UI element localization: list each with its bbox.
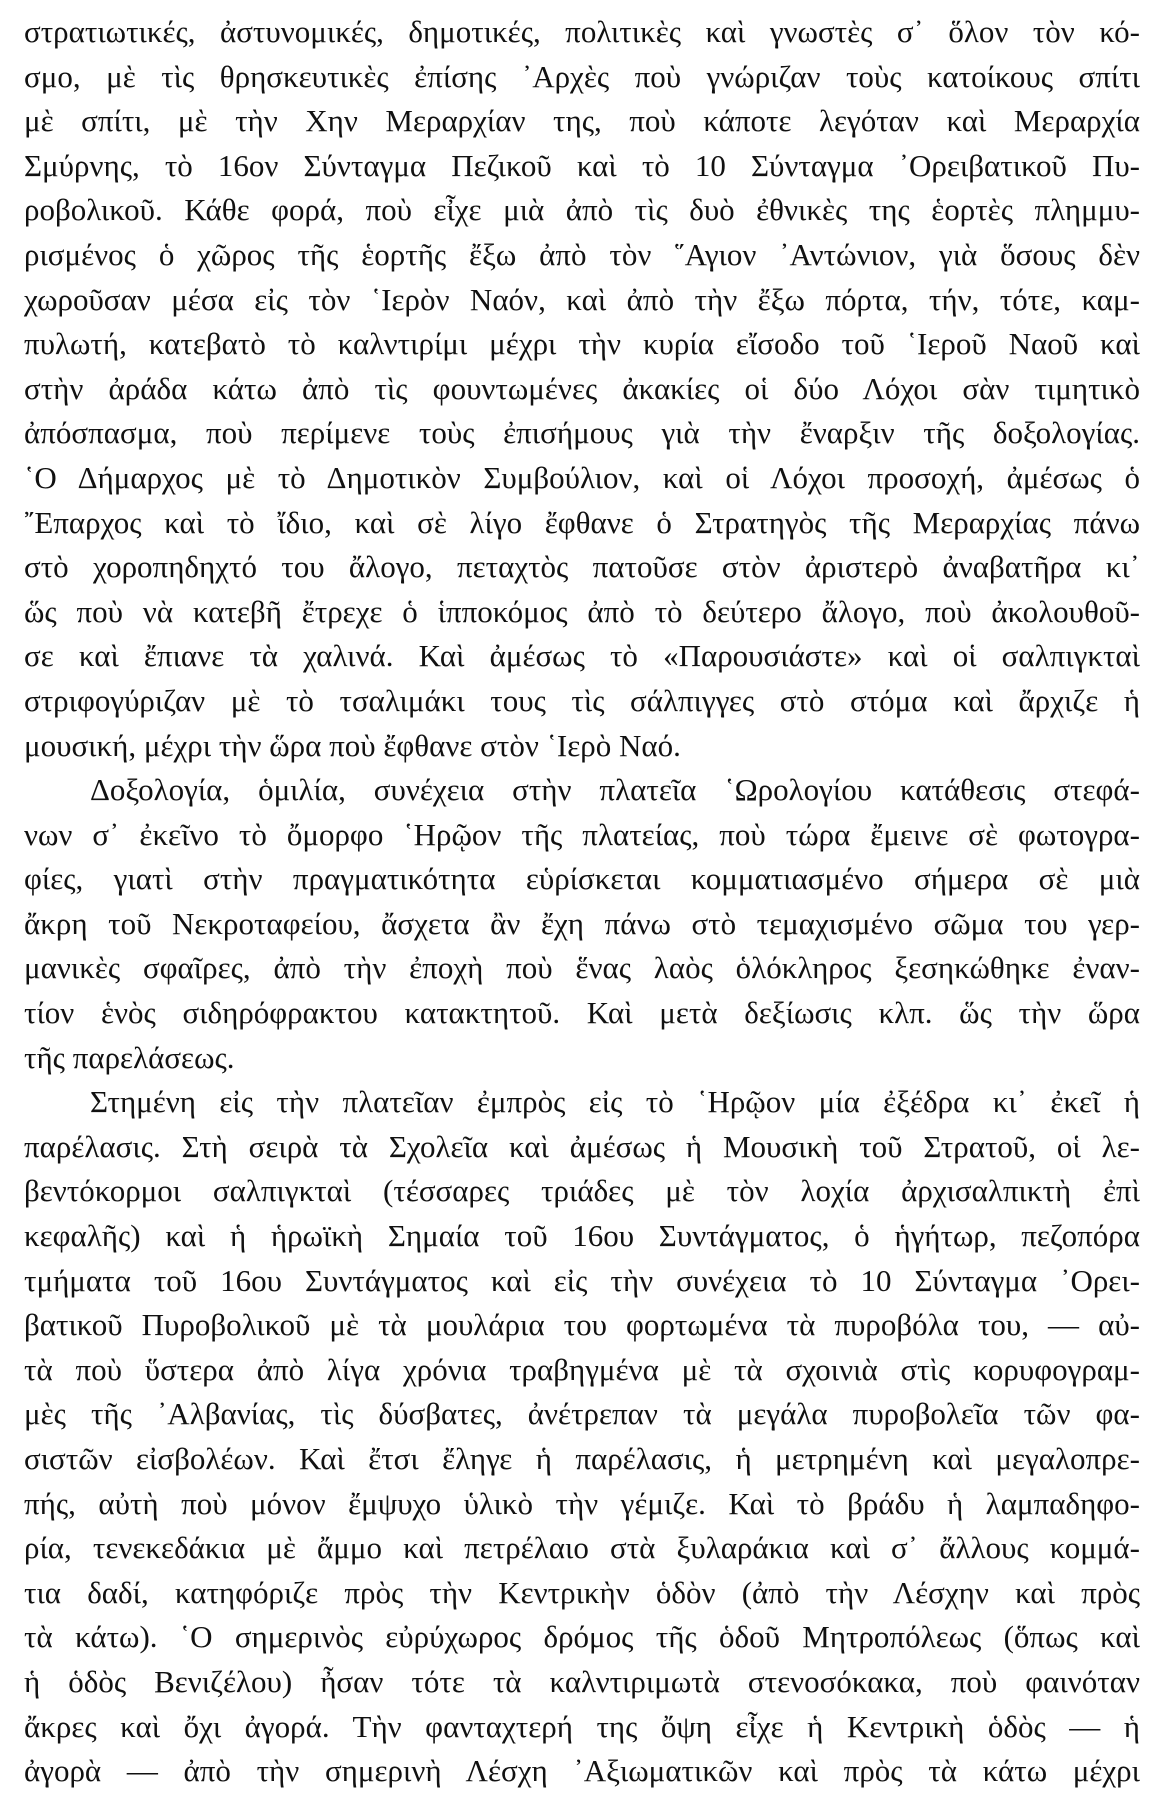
text-line: φίες, γιατὶ στὴν πραγματικότητα εὑρίσκεται κομματιασμένο σήμερα σὲ μιὰ	[24, 861, 1140, 897]
text-line: ἄκρες καὶ ὄχι ἀγορά. Τὴν φανταχτερή της ὄψη εἶχε ἡ Κεντρικὴ ὁδὸς — ἡ	[24, 1708, 1140, 1744]
text-line: τίον ἑνὸς σιδηρόφρακτου κατακτητοῦ. Καὶ μετὰ δεξίωσις κλπ. ὥς τὴν ὥρα	[24, 995, 1140, 1031]
text-line: τὰ κάτω). ῾Ο σημερινὸς εὐρύχωρος δρόμος τῆς ὁδοῦ Μητροπόλεως (ὅπως καὶ	[24, 1619, 1140, 1655]
text-line: τὰ ποὺ ὕστερα ἀπὸ λίγα χρόνια τραβηγμένα μὲ τὰ σχοινιὰ στὶς κορυφογραμ-	[24, 1351, 1140, 1387]
text-line: βατικοῦ Πυροβολικοῦ μὲ τὰ μουλάρια του φορτωμένα τὰ πυροβόλα του, — αὐ-	[24, 1307, 1140, 1343]
text-line: ρισμένος ὁ χῶρος τῆς ἑορτῆς ἔξω ἀπὸ τὸν ῞Αγιον ᾽Αντώνιον, γιὰ ὅσους δὲν	[24, 236, 1140, 272]
text-line: χωροῦσαν μέσα εἰς τὸν ῾Ιερὸν Ναόν, καὶ ἀπὸ τὴν ἔξω πόρτα, τήν, τότε, καμ-	[24, 281, 1140, 317]
text-line: τμήματα τοῦ 16ου Συντάγματος καὶ εἰς τὴν συνέχεια τὸ 10 Σύνταγμα ᾽Ορει-	[24, 1262, 1140, 1298]
text-line: παρέλασις. Στὴ σειρὰ τὰ Σχολεῖα καὶ ἀμέσως ἡ Μουσικὴ τοῦ Στρατοῦ, οἱ λε-	[24, 1128, 1140, 1164]
body-text	[24, 10, 1140, 1794]
text-line: ρία, τενεκεδάκια μὲ ἄμμο καὶ πετρέλαιο στὰ ξυλαράκια καὶ σ᾽ ἄλλους κομμά-	[24, 1530, 1140, 1566]
text-line: σιστῶν εἰσβολέων. Καὶ ἔτσι ἔληγε ἡ παρέλασις, ἡ μετρημένη καὶ μεγαλοπρε-	[24, 1441, 1140, 1476]
text-line: κεφαλῆς) καὶ ἡ ἡρωϊκὴ Σημαία τοῦ 16ου Συντάγματος, ὁ ἡγήτωρ, πεζοπόρα	[24, 1218, 1140, 1254]
text-line: ῾Ο Δήμαρχος μὲ τὸ Δημοτικὸν Συμβούλιον, καὶ οἱ Λόχοι προσοχή, ἀμέσως ὁ	[24, 459, 1140, 495]
text-line: στριφογύριζαν μὲ τὸ τσαλιμάκι τους τὶς σάλπιγγες στὸ στόμα καὶ ἄρχιζε ἡ	[24, 682, 1140, 718]
text-line: ροβολικοῦ. Κάθε φορά, ποὺ εἶχε μιὰ ἀπὸ τὶς δυὸ ἐθνικὲς της ἑορτὲς πλημμυ-	[24, 192, 1140, 228]
text-line: Σμύρνης, τὸ 16ον Σύνταγμα Πεζικοῦ καὶ τὸ 10 Σύνταγμα ᾽Ορειβατικοῦ Πυ-	[24, 147, 1140, 183]
text-line: πυλωτή, κατεβατὸ τὸ καλντιρίμι μέχρι τὴν κυρία εἴσοδο τοῦ ῾Ιεροῦ Ναοῦ καὶ	[24, 326, 1140, 362]
text-line: στρατιωτικές, ἀστυνομικές, δημοτικές, πολιτικὲς καὶ γνωστὲς σ᾽ ὅλον τὸν κό-	[24, 14, 1140, 49]
text-line: ἀγορὰ — ἀπὸ τὴν σημερινὴ Λέσχη ᾽Αξιωματικῶν καὶ πρὸς τὰ κάτω μέχρι	[24, 1753, 1140, 1789]
text-line: στὴν ἀράδα κάτω ἀπὸ τὶς φουντωμένες ἀκακίες οἱ δύο Λόχοι σὰν τιμητικὸ	[24, 370, 1140, 406]
text-line: ἡ ὁδὸς Βενιζέλου) ἦσαν τότε τὰ καλντιριμωτὰ στενοσόκακα, ποὺ φαινόταν	[24, 1663, 1140, 1699]
text-line: νων σ᾽ ἐκεῖνο τὸ ὄμορφο ῾Ηρῷον τῆς πλατείας, ποὺ τώρα ἔμεινε σὲ φωτογρα-	[24, 816, 1140, 852]
text-line: ἀπόσπασμα, ποὺ περίμενε τοὺς ἐπισήμους γιὰ τὴν ἔναρξιν τῆς δοξολογίας.	[24, 415, 1140, 451]
text-line: Στημένη εἰς τὴν πλατεῖαν ἐμπρὸς εἰς τὸ ῾Ηρῷον μία ἐξέδρα κι᾽ ἐκεῖ ἡ	[90, 1084, 1140, 1120]
text-line: τῆς παρελάσεως.	[24, 1039, 235, 1075]
text-line: μανικὲς σφαῖρες, ἀπὸ τὴν ἐποχὴ ποὺ ἕνας λαὸς ὁλόκληρος ξεσηκώθηκε ἐναν-	[24, 950, 1140, 986]
text-line: μουσική, μέχρι τὴν ὥρα ποὺ ἔφθανε στὸν ῾Ιερὸ Ναό.	[24, 727, 681, 763]
text-line: τια δαδί, κατηφόριζε πρὸς τὴν Κεντρικὴν ὁδὸν (ἀπὸ τὴν Λέσχην καὶ πρὸς	[24, 1574, 1140, 1610]
text-line: σε καὶ ἔπιανε τὰ χαλινά. Καὶ ἀμέσως τὸ «Παρουσιάστε» καὶ οἱ σαλπιγκταὶ	[24, 638, 1140, 674]
text-line: ἄκρη τοῦ Νεκροταφείου, ἄσχετα ἂν ἔχη πάνω στὸ τεμαχισμένο σῶμα του γερ-	[24, 905, 1140, 941]
text-line: ῎Επαρχος καὶ τὸ ἴδιο, καὶ σὲ λίγο ἔφθανε ὁ Στρατηγὸς τῆς Μεραρχίας πάνω	[24, 504, 1140, 540]
text-line: μὲς τῆς ᾽Αλβανίας, τὶς δύσβατες, ἀνέτρεπαν τὰ μεγάλα πυροβολεῖα τῶν φα-	[24, 1396, 1140, 1432]
text-line: σμο, μὲ τὶς θρησκευτικὲς ἐπίσης ᾽Αρχὲς ποὺ γνώριζαν τοὺς κατοίκους σπίτι	[24, 58, 1140, 94]
text-line: μὲ σπίτι, μὲ τὴν Χην Μεραρχίαν της, ποὺ κάποτε λεγόταν καὶ Μεραρχία	[24, 103, 1140, 139]
text-line: στὸ χοροπηδηχτό του ἄλογο, πεταχτὸς πατοῦσε στὸν ἀριστερὸ ἀναβατῆρα κι᾽	[24, 549, 1140, 585]
text-line: βεντόκορμοι σαλπιγκταὶ (τέσσαρες τριάδες μὲ τὸν λοχία ἀρχισαλπικτὴ ἐπὶ	[24, 1173, 1140, 1209]
text-line: ὥς ποὺ νὰ κατεβῆ ἔτρεχε ὁ ἱπποκόμος ἀπὸ τὸ δεύτερο ἄλογο, ποὺ ἀκολουθοῦ-	[24, 593, 1140, 629]
text-line: πής, αὐτὴ ποὺ μόνον ἔμψυχο ὑλικὸ τὴν γέμιζε. Καὶ τὸ βράδυ ἡ λαμπαδηφο-	[24, 1485, 1140, 1521]
text-line: Δοξολογία, ὁμιλία, συνέχεια στὴν πλατεῖα ῾Ωρολογίου κατάθεσις στεφά-	[90, 772, 1140, 808]
